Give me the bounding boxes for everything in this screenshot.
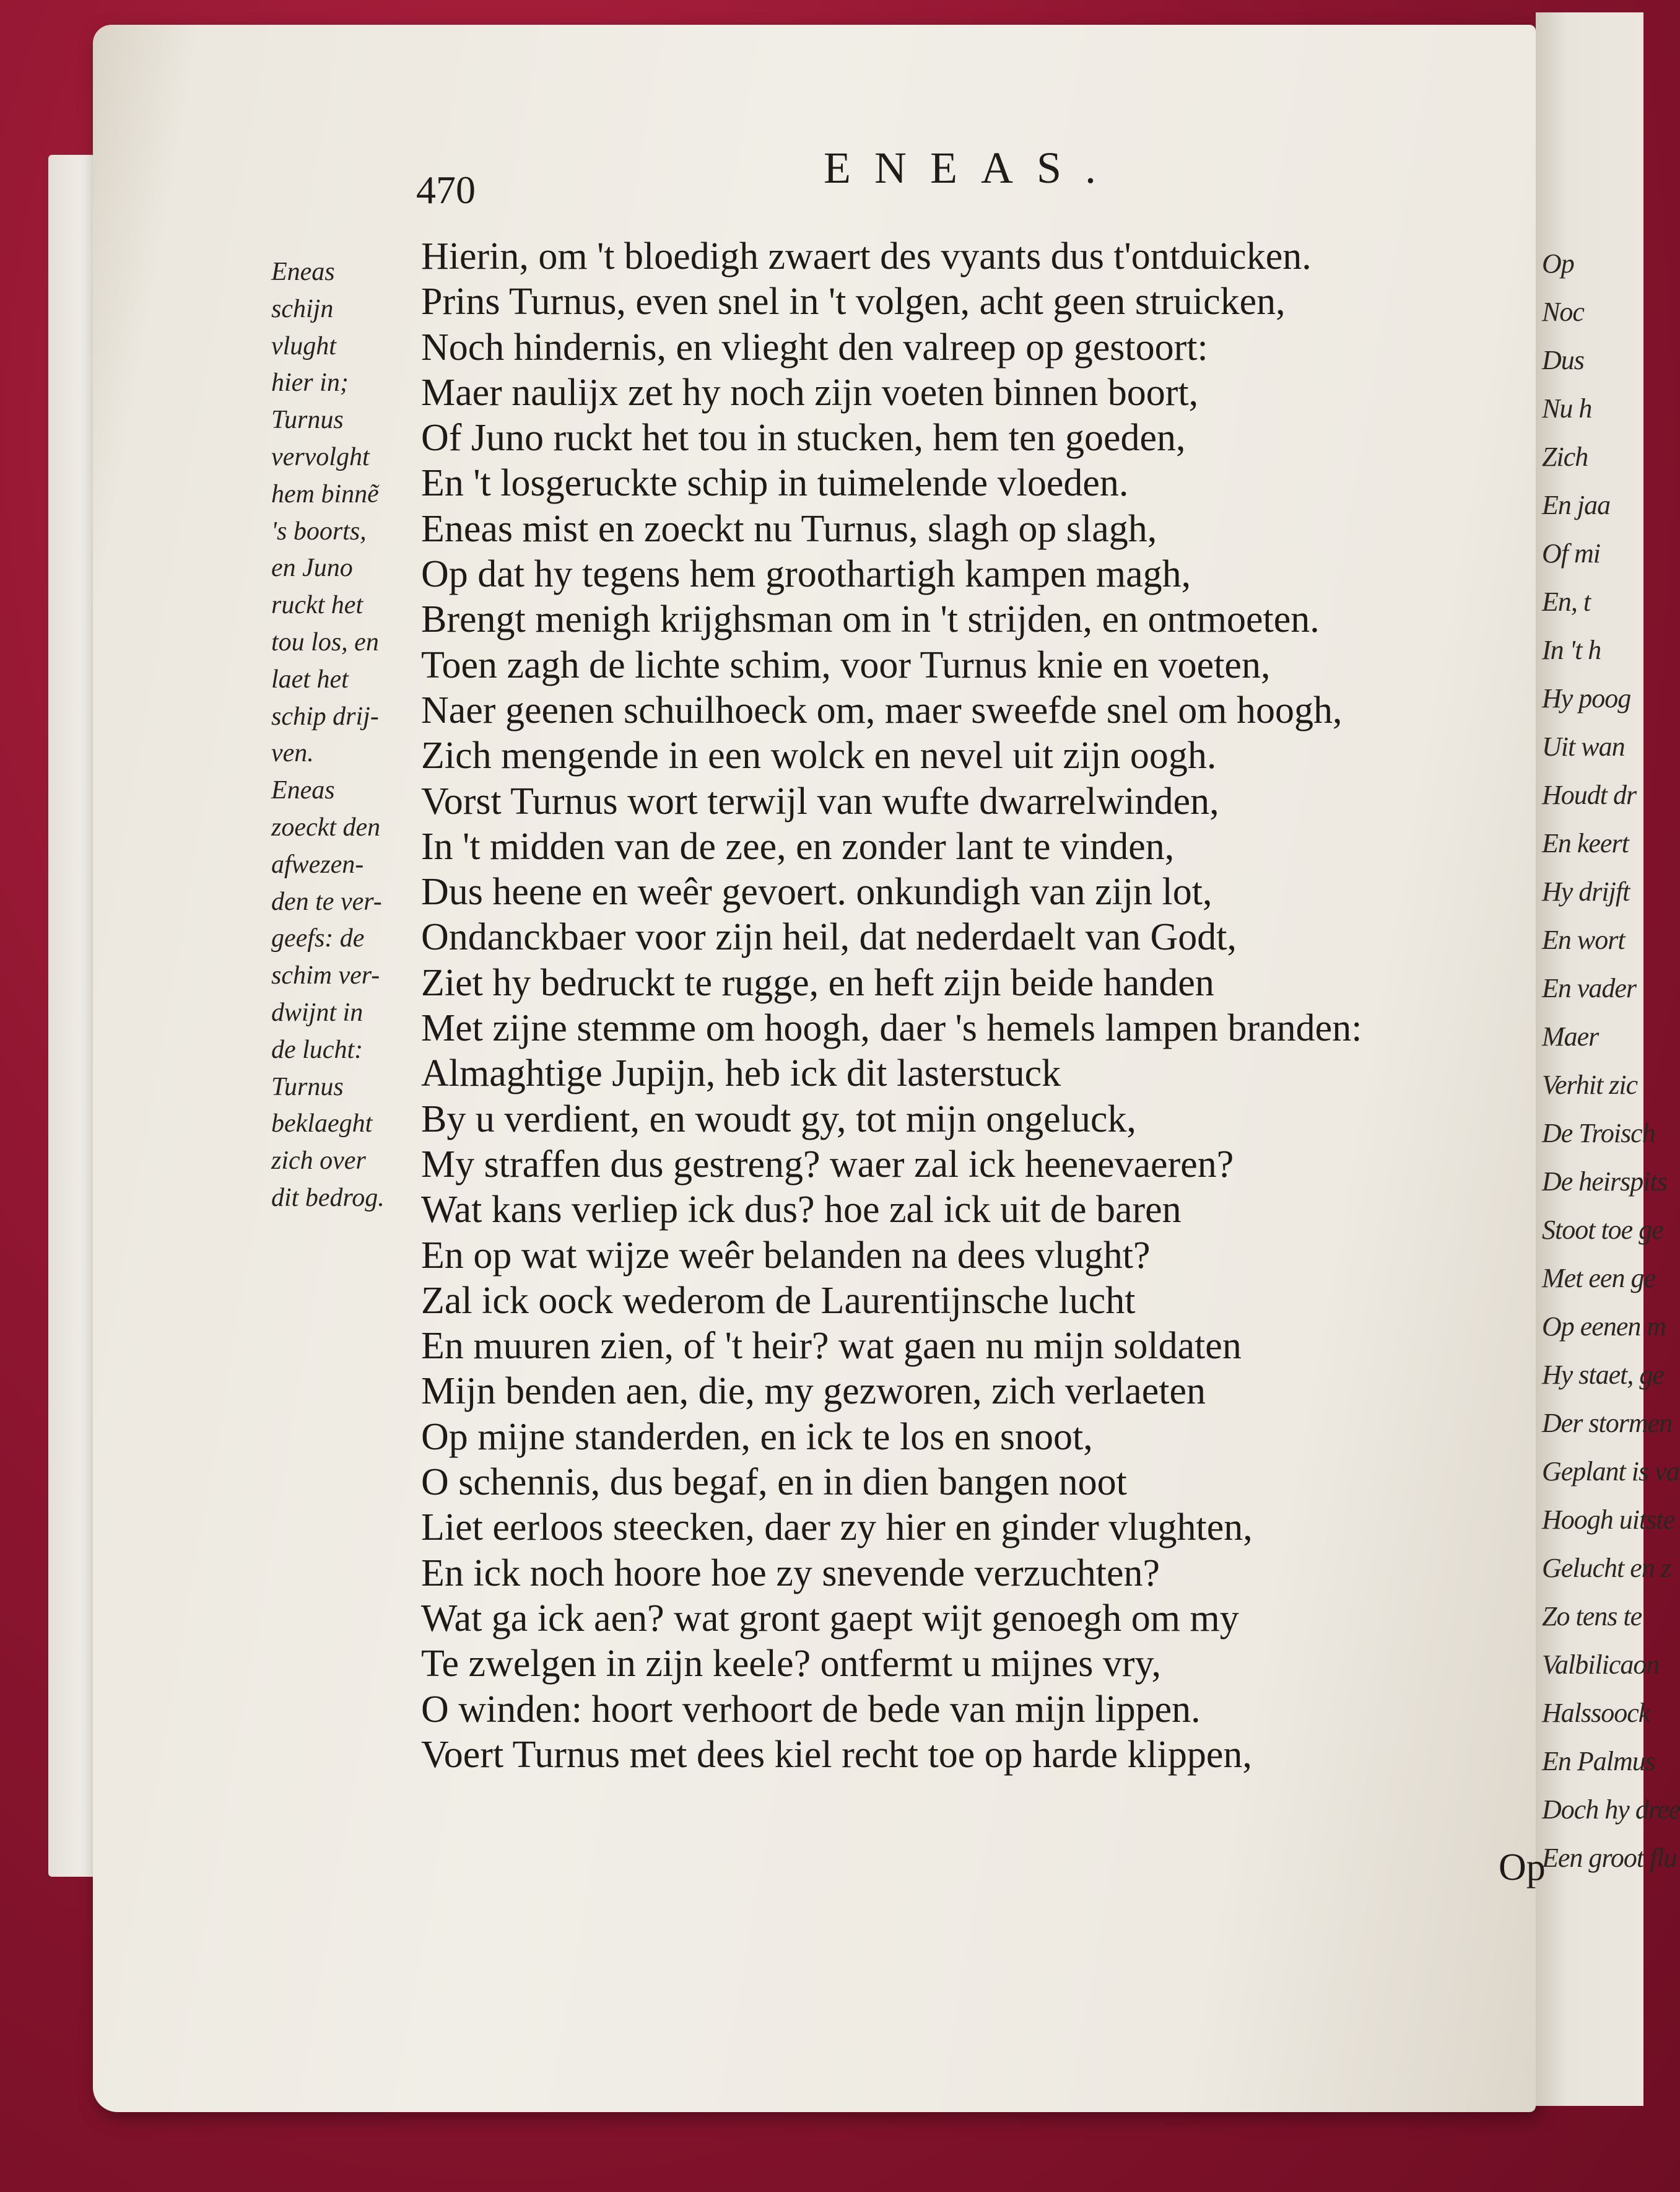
verse-line: Wat kans verliep ick dus? hoe zal ick uit de baren bbox=[421, 1189, 1182, 1231]
facing-page-line: Stoot toe ge bbox=[1542, 1215, 1663, 1245]
verse-line: Dus heene en weêr gevoert. onkundigh van zijn lot, bbox=[421, 871, 1212, 914]
facing-page-line: Of mi bbox=[1542, 538, 1600, 569]
facing-page-line: Doch hy dree bbox=[1542, 1794, 1680, 1825]
margin-note-line: schip drij- bbox=[271, 702, 379, 731]
facing-page-line: En Palmus bbox=[1542, 1746, 1655, 1776]
margin-note-line: 's boorts, bbox=[271, 517, 367, 546]
verse-line: Naer geenen schuilhoeck om, maer sweefde snel om hoogh, bbox=[421, 689, 1343, 731]
margin-note-line: Turnus bbox=[271, 1072, 344, 1101]
margin-note-line: den te ver- bbox=[271, 887, 382, 916]
facing-page-line: Der stormen bbox=[1542, 1408, 1673, 1438]
verse-line: Zal ick oock wederom de Laurentijnsche lucht bbox=[421, 1279, 1136, 1322]
verse-line: Op mijne standerden, en ick te los en snoot, bbox=[421, 1415, 1093, 1458]
verse-line: En ick noch hoore hoe zy snevende verzuchten? bbox=[421, 1552, 1160, 1594]
facing-page-line: Hoogh uitste bbox=[1542, 1504, 1675, 1535]
facing-page-line: En wort bbox=[1542, 925, 1625, 955]
verse-line: En 't losgeruckte schip in tuimelende vloeden. bbox=[421, 462, 1129, 505]
facing-page-line: Zich bbox=[1542, 442, 1588, 472]
verse-line: Vorst Turnus wort terwijl van wufte dwarrelwinden, bbox=[421, 780, 1219, 823]
margin-note-line: de lucht: bbox=[271, 1035, 363, 1064]
facing-page-line: Geplant is va bbox=[1542, 1456, 1679, 1487]
margin-note-line: afwezen- bbox=[271, 850, 364, 879]
margin-notes bbox=[271, 254, 407, 1217]
verse-line: In 't midden van de zee, en zonder lant te vinden, bbox=[421, 825, 1175, 868]
facing-page-line: Nu h bbox=[1542, 393, 1592, 424]
verse-line: Noch hindernis, en vlieght den valreep op gestoort: bbox=[421, 326, 1208, 369]
margin-note-line: Eneas bbox=[271, 776, 335, 805]
verse-line: Of Juno ruckt het tou in stucken, hem ten goeden, bbox=[421, 417, 1186, 460]
verse-line: Liet eerloos steecken, daer zy hier en ginder vlughten, bbox=[421, 1506, 1253, 1549]
facing-page-line: Op eenen m bbox=[1542, 1311, 1666, 1342]
facing-page-line: En vader bbox=[1542, 973, 1637, 1003]
verse-line: O winden: hoort verhoort de bede van mijn lippen. bbox=[421, 1688, 1201, 1731]
facing-page-line: En keert bbox=[1542, 828, 1629, 858]
margin-note-line: en Juno bbox=[271, 554, 353, 583]
margin-note-line: laet het bbox=[271, 665, 349, 694]
verse-line: Toen zagh de lichte schim, voor Turnus knie en voeten, bbox=[421, 644, 1271, 686]
verse-line: En muuren zien, of 't heir? wat gaen nu mijn soldaten bbox=[421, 1325, 1242, 1368]
margin-note-line: dwijnt in bbox=[271, 998, 363, 1027]
margin-note-line: Eneas bbox=[271, 258, 335, 286]
margin-note-line: ven. bbox=[271, 739, 314, 768]
facing-page-line: Een groot flu bbox=[1542, 1843, 1677, 1873]
facing-page-line: Houdt dr bbox=[1542, 780, 1637, 810]
margin-note-line: zoeckt den bbox=[271, 813, 381, 842]
facing-page-line: Verhit zic bbox=[1542, 1070, 1638, 1100]
facing-page-line: En, t bbox=[1542, 587, 1591, 617]
margin-note-line: tou los, en bbox=[271, 627, 379, 657]
facing-page-line: Noc bbox=[1542, 297, 1584, 327]
margin-note-line: hem binnẽ bbox=[271, 479, 379, 509]
verse-line: Brengt menigh krijghsman om in 't strijden, en ontmoeten. bbox=[421, 598, 1320, 641]
facing-page-line: Uit wan bbox=[1542, 731, 1625, 762]
facing-page-line: De Troisch bbox=[1542, 1118, 1655, 1148]
facing-page bbox=[1536, 12, 1680, 2106]
verse-line: Wat ga ick aen? wat gront gaept wijt genoegh om my bbox=[421, 1597, 1239, 1640]
facing-page-line: Hy drijft bbox=[1542, 876, 1630, 907]
facing-page-line: Maer bbox=[1542, 1021, 1599, 1052]
verse-line: En op wat wijze weêr belanden na dees vlught? bbox=[421, 1234, 1151, 1277]
page-number: 470 bbox=[416, 168, 476, 212]
margin-note-line: beklaeght bbox=[271, 1109, 373, 1138]
facing-page-line: Halssoock bbox=[1542, 1698, 1650, 1728]
verse-line: Voert Turnus met dees kiel recht toe op harde klippen, bbox=[421, 1733, 1252, 1776]
facing-page-line: Met een ge bbox=[1542, 1263, 1655, 1293]
margin-note-line: dit bedrog. bbox=[271, 1183, 385, 1212]
facing-page-line: Zo tens te bbox=[1542, 1601, 1642, 1631]
facing-page-line: Gelucht en z bbox=[1542, 1553, 1671, 1583]
facing-page-line: En jaa bbox=[1542, 490, 1611, 520]
margin-note-line: vervolght bbox=[271, 442, 370, 471]
facing-page-line: Hy staet, ge bbox=[1542, 1360, 1664, 1390]
verse-line: Eneas mist en zoeckt nu Turnus, slagh op slagh, bbox=[421, 507, 1157, 550]
verse-line: Maer naulijx zet hy noch zijn voeten binnen boort, bbox=[421, 371, 1199, 414]
verse-line: My straffen dus gestreng? waer zal ick heenevaeren? bbox=[421, 1143, 1234, 1186]
margin-note-line: schijn bbox=[271, 294, 334, 323]
verse-line: Zich mengende in een wolck en nevel uit zijn oogh. bbox=[421, 735, 1217, 777]
verse-line: Te zwelgen in zijn keele? ontfermt u mijnes vry, bbox=[421, 1643, 1162, 1685]
margin-note-line: vlught bbox=[271, 331, 336, 360]
margin-note-line: geefs: de bbox=[271, 924, 365, 953]
margin-note-line: ruckt het bbox=[271, 591, 363, 620]
margin-note-line: Turnus bbox=[271, 406, 344, 435]
margin-note-line: schim ver- bbox=[271, 961, 380, 990]
verse-line: Almaghtige Jupijn, heb ick dit lasterstuck bbox=[421, 1052, 1061, 1095]
margin-note-line: zich over bbox=[271, 1146, 366, 1176]
verse-line: Met zijne stemme om hoogh, daer 's hemels lampen branden: bbox=[421, 1007, 1362, 1050]
facing-page-line: Dus bbox=[1542, 345, 1584, 375]
verse-line: By u verdient, en woudt gy, tot mijn ongeluck, bbox=[421, 1098, 1136, 1140]
verse-line: Op dat hy tegens hem groothartigh kampen magh, bbox=[421, 553, 1191, 596]
verse-line: Hierin, om 't bloedigh zwaert des vyants dus t'ontduicken. bbox=[421, 235, 1312, 277]
margin-note-line: hier in; bbox=[271, 369, 349, 398]
facing-page-line: De heirspits bbox=[1542, 1166, 1667, 1197]
facing-page-line: In 't h bbox=[1542, 635, 1601, 665]
facing-page-line: Valbilicaon bbox=[1542, 1649, 1660, 1680]
verse-text bbox=[421, 234, 1536, 1778]
verse-line: Ziet hy bedruckt te rugge, en heft zijn beide handen bbox=[421, 961, 1214, 1004]
verse-line: O schennis, dus begaf, en in dien bangen noot bbox=[421, 1461, 1127, 1504]
verse-line: Ondanckbaer voor zijn heil, dat nederdaelt van Godt, bbox=[421, 916, 1237, 959]
running-head: ENEAS. bbox=[824, 143, 1120, 193]
verse-line: Mijn benden aen, die, my gezworen, zich verlaeten bbox=[421, 1370, 1206, 1413]
verse-line: Prins Turnus, even snel in 't volgen, acht geen struicken, bbox=[421, 281, 1286, 323]
facing-page-line: Op bbox=[1542, 248, 1574, 279]
catchword: Op bbox=[1499, 1846, 1546, 1889]
facing-page-line: Hy poog bbox=[1542, 683, 1631, 714]
